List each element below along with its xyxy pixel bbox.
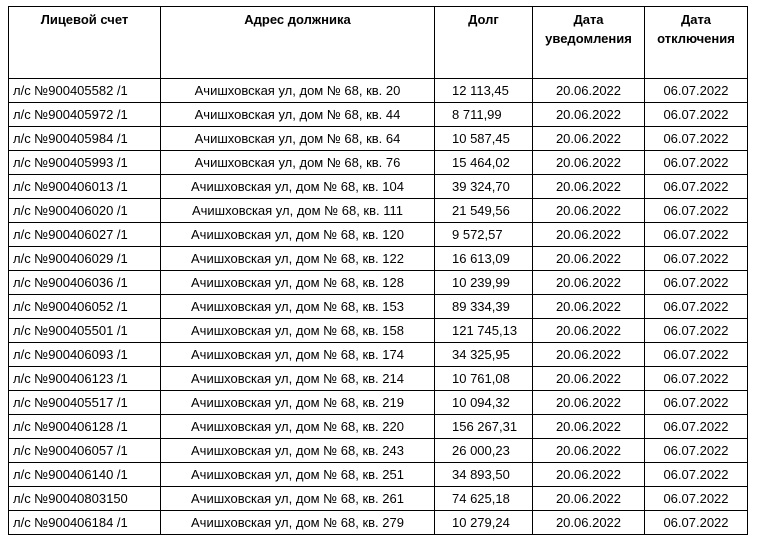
cutoff-date-cell: 06.07.2022 xyxy=(645,511,748,535)
address-cell: Ачишховская ул, дом № 68, кв. 261 xyxy=(161,487,435,511)
table-row xyxy=(9,415,748,439)
notice-date-cell: 20.06.2022 xyxy=(533,79,645,103)
cutoff-date-cell: 06.07.2022 xyxy=(645,247,748,271)
address-cell: Ачишховская ул, дом № 68, кв. 251 xyxy=(161,463,435,487)
address-cell: Ачишховская ул, дом № 68, кв. 174 xyxy=(161,343,435,367)
table-row xyxy=(9,463,748,487)
table-row xyxy=(9,79,748,103)
cutoff-date-cell: 06.07.2022 xyxy=(645,463,748,487)
notice-date-cell: 20.06.2022 xyxy=(533,175,645,199)
account-cell: л/с №900406184 /1 xyxy=(9,511,161,535)
table-row xyxy=(9,271,748,295)
cutoff-date-cell: 06.07.2022 xyxy=(645,223,748,247)
cutoff-date-cell: 06.07.2022 xyxy=(645,295,748,319)
notice-date-cell: 20.06.2022 xyxy=(533,415,645,439)
account-cell: л/с №900406029 /1 xyxy=(9,247,161,271)
debt-cell: 10 761,08 xyxy=(435,367,533,391)
table-row xyxy=(9,487,748,511)
header-address: Адрес должника xyxy=(161,7,435,79)
debt-cell: 121 745,13 xyxy=(435,319,533,343)
notice-date-cell: 20.06.2022 xyxy=(533,343,645,367)
notice-date-cell: 20.06.2022 xyxy=(533,463,645,487)
address-cell: Ачишховская ул, дом № 68, кв. 158 xyxy=(161,319,435,343)
cutoff-date-cell: 06.07.2022 xyxy=(645,199,748,223)
cutoff-date-cell: 06.07.2022 xyxy=(645,175,748,199)
debt-cell: 26 000,23 xyxy=(435,439,533,463)
cutoff-date-cell: 06.07.2022 xyxy=(645,151,748,175)
debt-cell: 16 613,09 xyxy=(435,247,533,271)
account-cell: л/с №900405972 /1 xyxy=(9,103,161,127)
debt-cell: 34 893,50 xyxy=(435,463,533,487)
debt-cell: 34 325,95 xyxy=(435,343,533,367)
table-row xyxy=(9,127,748,151)
debt-cell: 9 572,57 xyxy=(435,223,533,247)
header-notice-date: Дата уведомления xyxy=(533,7,645,79)
notice-date-cell: 20.06.2022 xyxy=(533,223,645,247)
table-row xyxy=(9,199,748,223)
account-cell: л/с №900406036 /1 xyxy=(9,271,161,295)
header-debt: Долг xyxy=(435,7,533,79)
cutoff-date-cell: 06.07.2022 xyxy=(645,391,748,415)
table-row xyxy=(9,391,748,415)
notice-date-cell: 20.06.2022 xyxy=(533,271,645,295)
notice-date-cell: 20.06.2022 xyxy=(533,439,645,463)
table-row xyxy=(9,223,748,247)
header-cutoff-date: Дата отключения xyxy=(645,7,748,79)
debt-cell: 12 113,45 xyxy=(435,79,533,103)
notice-date-cell: 20.06.2022 xyxy=(533,103,645,127)
table-row xyxy=(9,439,748,463)
notice-date-cell: 20.06.2022 xyxy=(533,367,645,391)
account-cell: л/с №900406020 /1 xyxy=(9,199,161,223)
notice-date-cell: 20.06.2022 xyxy=(533,295,645,319)
address-cell: Ачишховская ул, дом № 68, кв. 220 xyxy=(161,415,435,439)
cutoff-date-cell: 06.07.2022 xyxy=(645,79,748,103)
account-cell: л/с №900406057 /1 xyxy=(9,439,161,463)
account-cell: л/с №900405993 /1 xyxy=(9,151,161,175)
address-cell: Ачишховская ул, дом № 68, кв. 243 xyxy=(161,439,435,463)
account-cell: л/с №900406140 /1 xyxy=(9,463,161,487)
notice-date-cell: 20.06.2022 xyxy=(533,319,645,343)
notice-date-cell: 20.06.2022 xyxy=(533,151,645,175)
cutoff-date-cell: 06.07.2022 xyxy=(645,439,748,463)
notice-date-cell: 20.06.2022 xyxy=(533,487,645,511)
account-cell: л/с №900405582 /1 xyxy=(9,79,161,103)
notice-date-cell: 20.06.2022 xyxy=(533,127,645,151)
address-cell: Ачишховская ул, дом № 68, кв. 128 xyxy=(161,271,435,295)
debt-cell: 10 587,45 xyxy=(435,127,533,151)
table-row xyxy=(9,343,748,367)
address-cell: Ачишховская ул, дом № 68, кв. 44 xyxy=(161,103,435,127)
cutoff-date-cell: 06.07.2022 xyxy=(645,487,748,511)
account-cell: л/с №900405984 /1 xyxy=(9,127,161,151)
debt-cell: 89 334,39 xyxy=(435,295,533,319)
cutoff-date-cell: 06.07.2022 xyxy=(645,319,748,343)
table-row xyxy=(9,247,748,271)
address-cell: Ачишховская ул, дом № 68, кв. 279 xyxy=(161,511,435,535)
table-row xyxy=(9,511,748,535)
table-row xyxy=(9,295,748,319)
notice-date-cell: 20.06.2022 xyxy=(533,511,645,535)
account-cell: л/с №900406052 /1 xyxy=(9,295,161,319)
notice-date-cell: 20.06.2022 xyxy=(533,391,645,415)
address-cell: Ачишховская ул, дом № 68, кв. 20 xyxy=(161,79,435,103)
account-cell: л/с №900406093 /1 xyxy=(9,343,161,367)
debt-cell: 21 549,56 xyxy=(435,199,533,223)
account-cell: л/с №90040803150 xyxy=(9,487,161,511)
debt-cell: 15 464,02 xyxy=(435,151,533,175)
address-cell: Ачишховская ул, дом № 68, кв. 219 xyxy=(161,391,435,415)
table-row xyxy=(9,367,748,391)
header-row xyxy=(9,7,748,79)
address-cell: Ачишховская ул, дом № 68, кв. 64 xyxy=(161,127,435,151)
address-cell: Ачишховская ул, дом № 68, кв. 122 xyxy=(161,247,435,271)
cutoff-date-cell: 06.07.2022 xyxy=(645,127,748,151)
debt-cell: 8 711,99 xyxy=(435,103,533,127)
table-row xyxy=(9,175,748,199)
account-cell: л/с №900405501 /1 xyxy=(9,319,161,343)
address-cell: Ачишховская ул, дом № 68, кв. 120 xyxy=(161,223,435,247)
table-row xyxy=(9,319,748,343)
notice-date-cell: 20.06.2022 xyxy=(533,199,645,223)
debt-cell: 156 267,31 xyxy=(435,415,533,439)
debt-cell: 10 239,99 xyxy=(435,271,533,295)
notice-date-cell: 20.06.2022 xyxy=(533,247,645,271)
account-cell: л/с №900406128 /1 xyxy=(9,415,161,439)
account-cell: л/с №900406027 /1 xyxy=(9,223,161,247)
address-cell: Ачишховская ул, дом № 68, кв. 153 xyxy=(161,295,435,319)
table-row xyxy=(9,103,748,127)
address-cell: Ачишховская ул, дом № 68, кв. 214 xyxy=(161,367,435,391)
address-cell: Ачишховская ул, дом № 68, кв. 111 xyxy=(161,199,435,223)
cutoff-date-cell: 06.07.2022 xyxy=(645,415,748,439)
address-cell: Ачишховская ул, дом № 68, кв. 76 xyxy=(161,151,435,175)
header-account: Лицевой счет xyxy=(9,7,161,79)
debt-cell: 10 094,32 xyxy=(435,391,533,415)
cutoff-date-cell: 06.07.2022 xyxy=(645,103,748,127)
account-cell: л/с №900406123 /1 xyxy=(9,367,161,391)
debt-cell: 39 324,70 xyxy=(435,175,533,199)
cutoff-date-cell: 06.07.2022 xyxy=(645,343,748,367)
debtors-table xyxy=(8,6,748,535)
table-row xyxy=(9,151,748,175)
debt-cell: 10 279,24 xyxy=(435,511,533,535)
account-cell: л/с №900406013 /1 xyxy=(9,175,161,199)
cutoff-date-cell: 06.07.2022 xyxy=(645,367,748,391)
address-cell: Ачишховская ул, дом № 68, кв. 104 xyxy=(161,175,435,199)
debt-cell: 74 625,18 xyxy=(435,487,533,511)
cutoff-date-cell: 06.07.2022 xyxy=(645,271,748,295)
account-cell: л/с №900405517 /1 xyxy=(9,391,161,415)
table-body xyxy=(9,79,748,535)
